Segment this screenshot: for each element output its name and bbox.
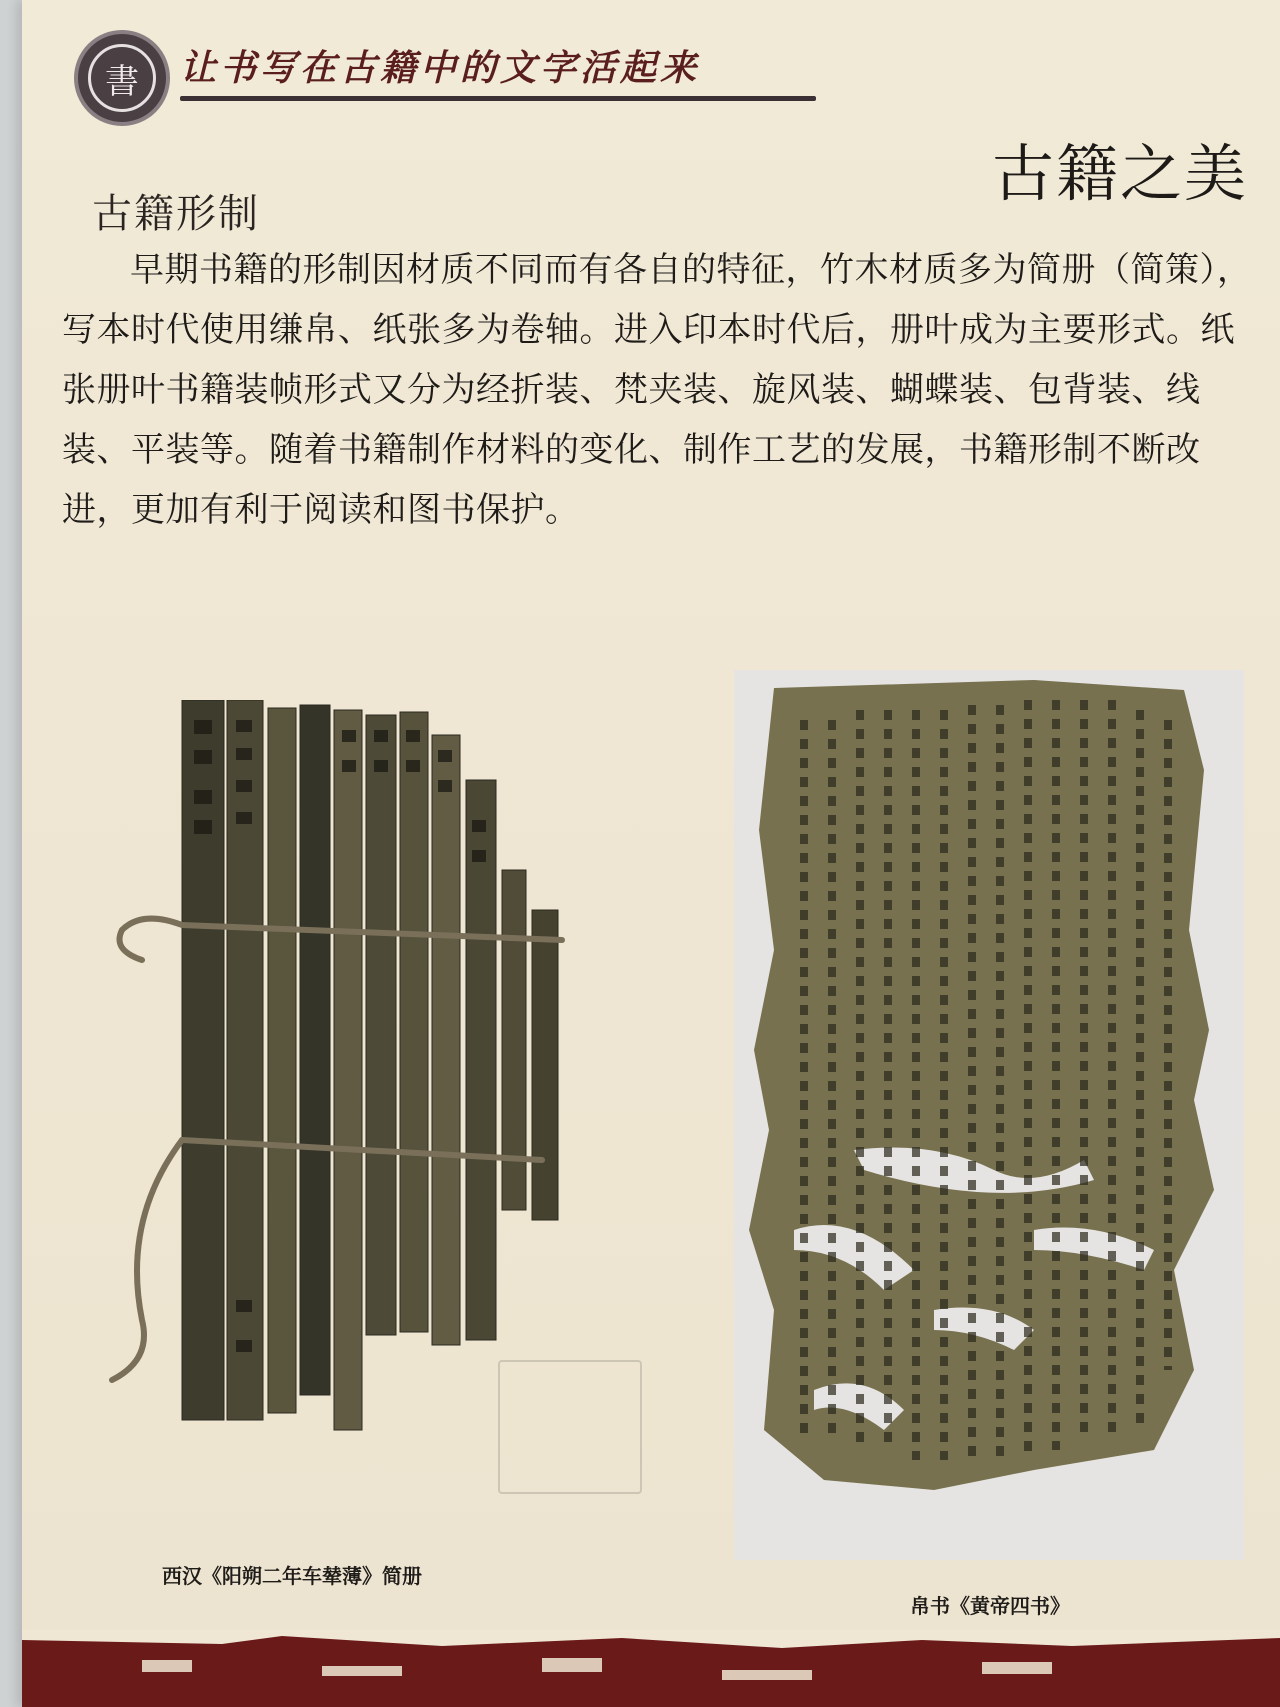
logo-glyph: 書 bbox=[88, 44, 156, 112]
exhibition-board bbox=[22, 0, 1280, 1707]
faint-stamp bbox=[498, 1360, 642, 1494]
decorative-bottom-band bbox=[22, 1630, 1280, 1707]
slogan-underline bbox=[180, 96, 816, 101]
main-title: 古籍之美 bbox=[991, 137, 1248, 210]
section-title: 古籍形制 bbox=[92, 191, 260, 237]
silk-manuscript-frame bbox=[734, 670, 1244, 1560]
bamboo-slips-image bbox=[82, 700, 642, 1450]
intro-paragraph: 早期书籍的形制因材质不同而有各自的特征，竹木材质多为简册（简策），写本时代使用缣帛、纸张多为卷轴。进入印本时代后，册叶成为主要形式。纸张册叶书籍装帧形式又分为经折装、梵夹装、旋风装、蝴蝶装、包背装、线装、平装等。随着书籍制作材料的变化、制作工艺的发展，书籍形制不断改进，更加有利于阅读和图书保护。 bbox=[62, 250, 1252, 530]
book-logo-icon bbox=[74, 30, 170, 126]
silk-manuscript-image bbox=[734, 670, 1244, 1560]
slogan: 让书写在古籍中的文字活起来 bbox=[180, 47, 701, 89]
silk-manuscript-caption: 帛书《黄帝四书》 bbox=[910, 1594, 1070, 1618]
silk-sheet bbox=[749, 680, 1214, 1490]
bamboo-slips-caption: 西汉《阳朔二年车辇薄》简册 bbox=[162, 1564, 422, 1588]
bamboo-slips bbox=[182, 700, 558, 1430]
